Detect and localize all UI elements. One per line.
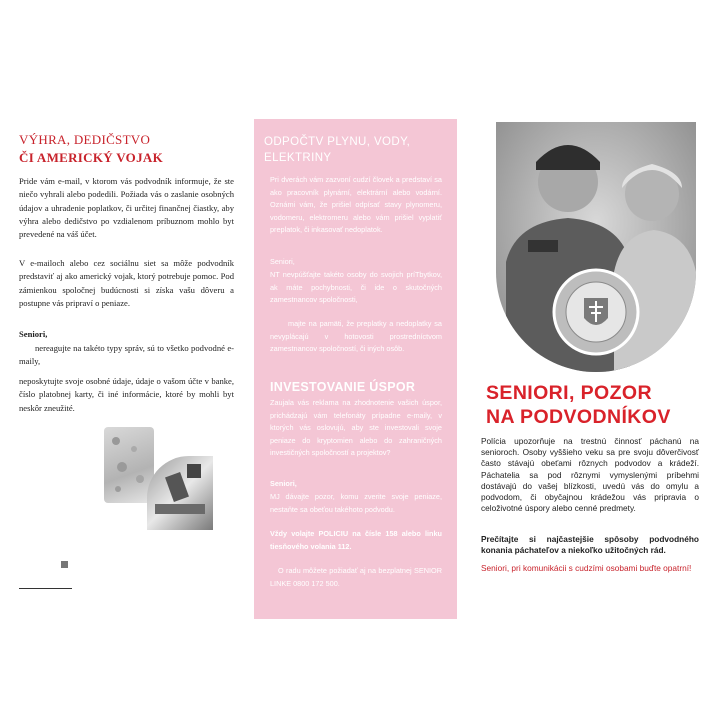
left-paragraph-2: V e-mailoch alebo cez sociálnu siet sa môže podvodník predstaviť aj ako americký vojak, ktorý potrebuje pomoc. Pod zámienkou spoločnej budúcnosti si získa vašu dôveru a postupne vás pripraví o peniaze. (19, 258, 234, 308)
left-photo-items (147, 456, 213, 530)
right-paragraph-1: Polícia upozorňuje na trestnú činnosť páchanú na senioroch. Osoby vyššieho veku sa pre svoju dôverčivosť často stávajú obeťami rôznych podvodov a krádeží. Páchatelia sa pod rôznymi vymyslenými príbehmi dostávajú do vašej blízkosti, uvedú vás do omylu a podvodom, či obyčajnou krádežou vás pripravia o celoživotné úspory alebo cenné predmety. (481, 436, 699, 514)
police-officer-photo (496, 122, 696, 372)
right-warning: Seniori, pri komunikácii s cudzími osobami buďte opatrní! (481, 563, 692, 573)
middle-paragraph-1: Pri dverách vám zazvoní cudzí človek a predstaví sa ako pracovník plynární, elektrární alebo vodární. Oznámi vám, že prišiel odpísať stavy plynomeru, vodomeru, elektromeru alebo vám prišiel vyplatiť preplatok, či inkasovať nedoplatok. (270, 175, 442, 234)
middle-seniors-label-2: Seniori, (270, 479, 297, 488)
left-section-title-line1: VÝHRA, DEDIČSTVO (19, 132, 151, 147)
middle-paragraph-5: MJ dávajte pozor, komu zverite svoje peniaze, nestaňte sa obeťou takéhoto podvodu. (270, 492, 442, 514)
middle-paragraph-6: Vždy volajte POLICIU na čísle 158 alebo linku tiesňového volania 112. (270, 529, 442, 551)
main-title-line2: NA PODVODNÍKOV (486, 406, 671, 428)
left-small-mark (61, 561, 68, 568)
police-badge-emblem (554, 270, 638, 354)
middle-paragraph-2: NT nevpúšťajte takéto osoby do svojich príTbytkov, ak máte pochybnosti, či ide o skutočných zamestnancov spoločnosti, (270, 270, 442, 304)
right-paragraph-2: Prečítajte si najčastejšie spôsoby podvodného konania páchateľov a niekoľko užitočných rád. (481, 534, 699, 556)
middle-title-line1: ODPOČTV PLYNU, VODY, (264, 136, 411, 148)
left-paragraph-3: nereagujte na takéto typy správ, sú to všetko podvodné e-maily, (19, 343, 234, 367)
middle-paragraph-3: majte na pamäti, že preplatky a nedoplatky sa nevyplácajú v hotovosti prostredníctvom zamestnancov spoločností, či iných osôb. (270, 319, 442, 353)
middle-paragraph-4: Zaujala vás reklama na zhodnotenie vašich úspor, prichádzajú vám telefonáty prípadne e-maily, v ktorých vás oslovujú, aby ste investovali svoje peniaze do kryptomien alebo do zahraničných investičných spoločností a projektov? (270, 398, 442, 457)
middle-seniors-label: Seniori, (270, 257, 295, 266)
left-paragraph-4: neposkytujte svoje osobné údaje, údaje o vašom účte v banke, číslo platobnej karty, či iné informácie, ktoré by mohli byt neskôr zneužité. (19, 376, 234, 413)
left-divider (19, 588, 72, 589)
main-title-line1: SENIORI, POZOR (486, 382, 652, 404)
middle-paragraph-7: O radu môžete požiadať aj na bezplatnej SENIOR LINKE 0800 172 500. (270, 566, 442, 588)
middle-title-line2: ELEKTRINY (264, 152, 332, 164)
left-seniors-label: Seniori, (19, 329, 48, 339)
left-section-title-line2: ČI AMERICKÝ VOJAK (19, 150, 163, 165)
middle-title-investing: INVESTOVANIE ÚSPOR (270, 380, 416, 394)
left-paragraph-1: Pride vám e-mail, v ktorom vás podvodník informuje, že ste niečo vyhrali alebo podedili. Požiada vás o zaslanie osobných údajov a uhradenie poplatkov, či určitej finančnej čiastky, aby výhra alebo dedičstvo po vzdialenom príbuznom mohlo byt prevedené na váš účet. (19, 176, 234, 240)
